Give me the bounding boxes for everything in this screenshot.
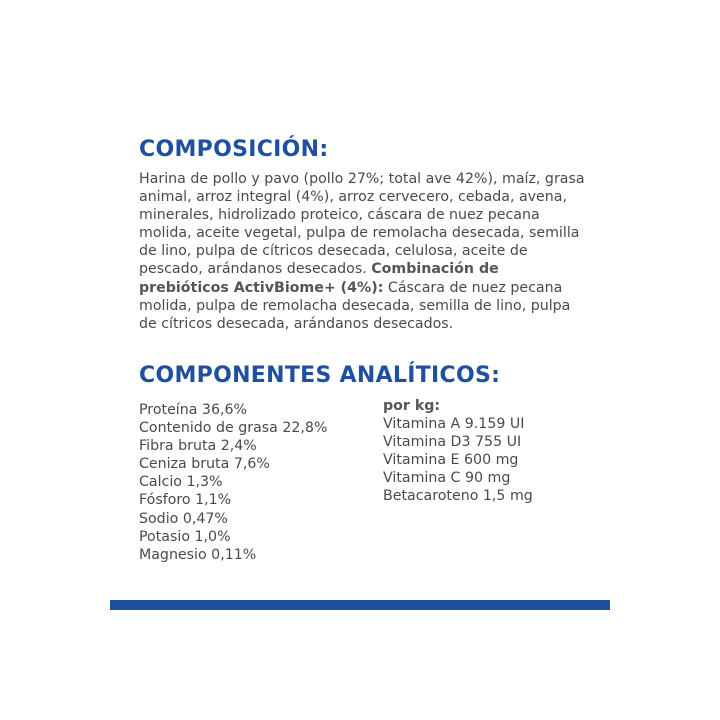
list-item: Vitamina C 90 mg xyxy=(383,470,511,487)
list-item: Proteína 36,6% xyxy=(139,402,248,418)
analytic-components-list xyxy=(139,401,327,564)
list-item: Fósforo 1,1% xyxy=(139,492,232,509)
composicion-title: COMPOSICIÓN: xyxy=(139,137,329,162)
composicion-text xyxy=(139,170,589,333)
list-item: Betacaroteno 1,5 mg xyxy=(383,488,533,505)
list-item: Potasio 1,0% xyxy=(139,528,231,545)
composicion-ingredients: Harina de pollo y pavo (pollo 27%; total ave 42%), maíz, grasa animal, arroz integral (4%), arroz cervecero, cebada, avena, minerales, hidrolizado proteico, cáscara de nuez pecana molida, aceite vegetal, pulpa de remolacha desecada, semilla de lino, pulpa de cítricos desecada, celulosa, aceite de pescado, arándanos desecados. xyxy=(139,171,585,278)
list-item: Contenido de grasa 22,8% xyxy=(139,420,328,437)
list-item: Vitamina D3 755 UI xyxy=(383,434,522,451)
list-item: Vitamina A 9.159 UI xyxy=(383,416,525,433)
list-item: Sodio 0,47% xyxy=(139,510,228,527)
list-item: Magnesio 0,11% xyxy=(139,546,257,563)
prebiotic-text: Cáscara de nuez pecana molida, pulpa de remolacha desecada, semilla de lino, pulpa de cítricos desecada, arándanos desecados. xyxy=(139,279,571,332)
componentes-title: COMPONENTES ANALÍTICOS: xyxy=(139,363,501,388)
vitamins-list xyxy=(383,397,533,506)
bottom-accent-bar xyxy=(110,600,610,610)
per-kg-heading: por kg: xyxy=(383,398,441,414)
list-item: Ceniza bruta 7,6% xyxy=(139,456,270,473)
list-item: Calcio 1,3% xyxy=(139,474,223,491)
prebiotic-label: Combinación de prebióticos ActivBiome+ (4%): xyxy=(139,261,499,296)
list-item: Fibra bruta 2,4% xyxy=(139,438,257,455)
list-item: Vitamina E 600 mg xyxy=(383,452,519,469)
